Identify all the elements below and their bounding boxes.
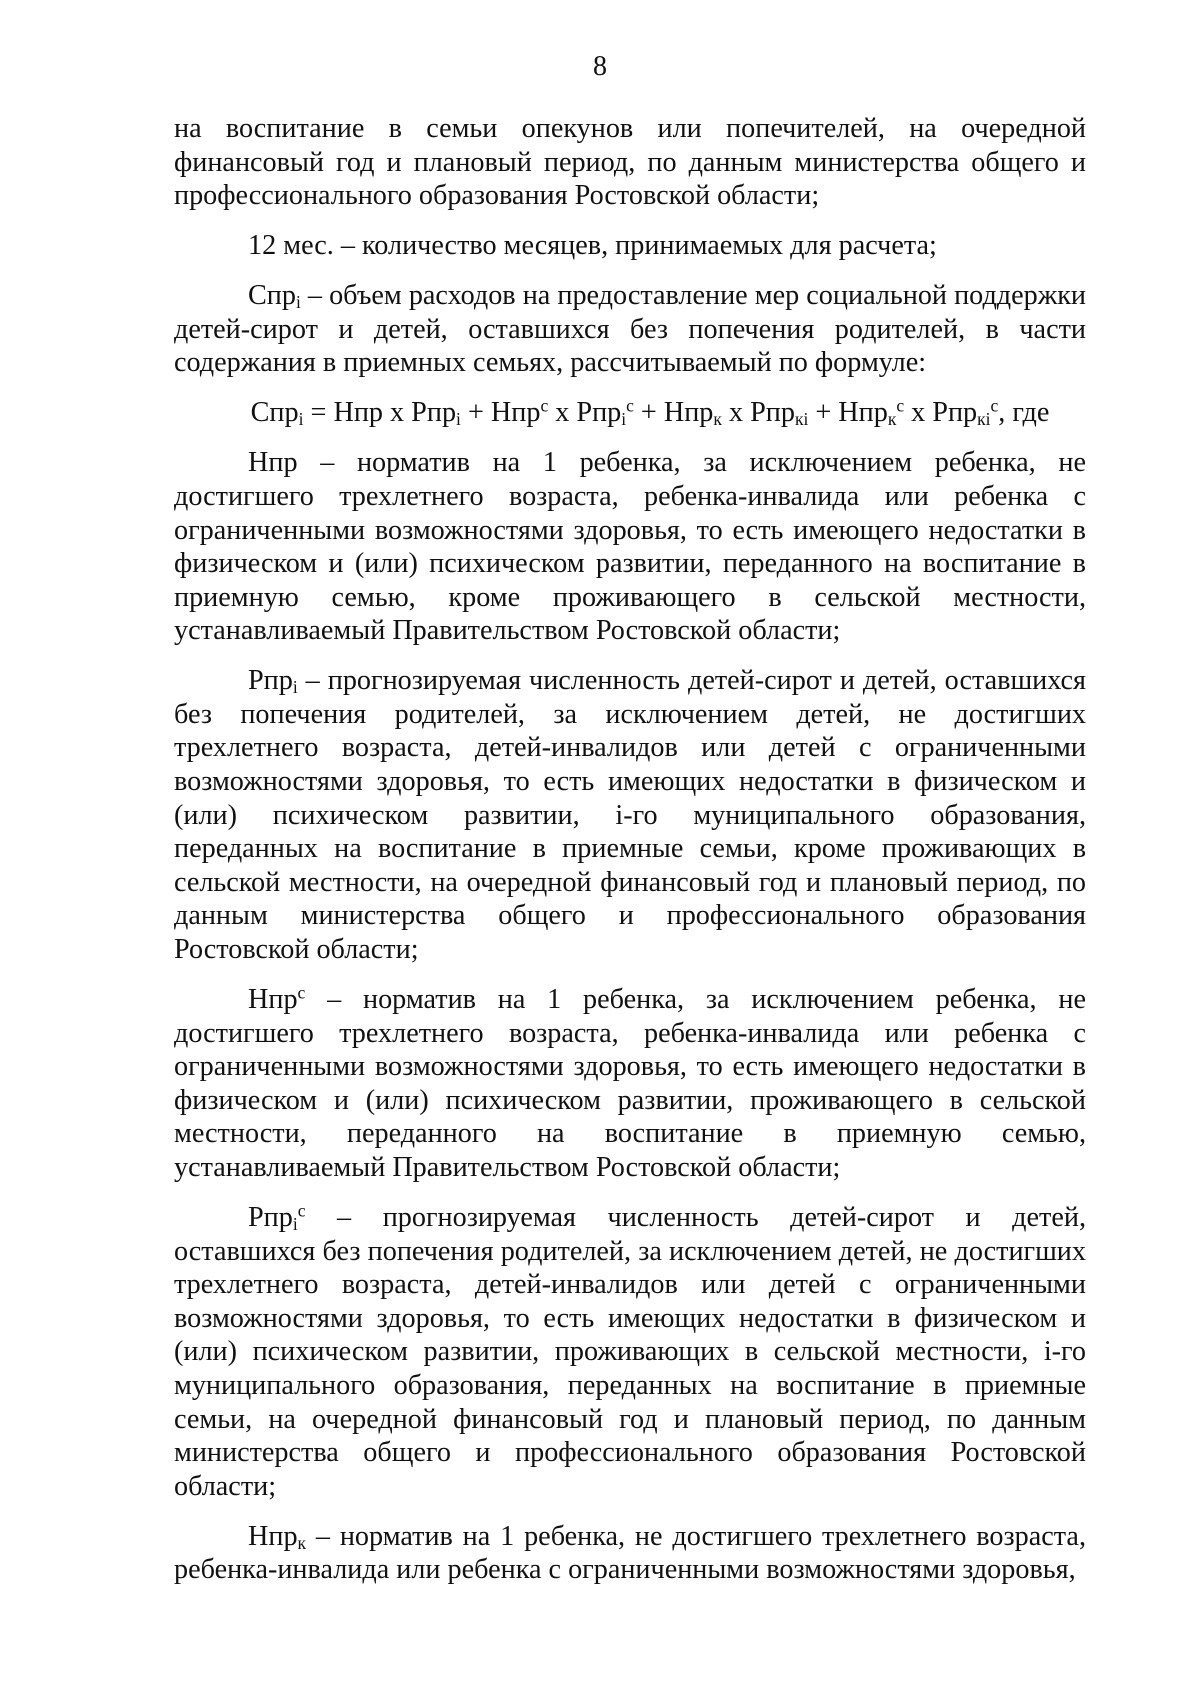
formula-superscript: с xyxy=(626,395,634,416)
paragraph-months: 12 мес. – количество месяцев, принимаемых для расчета; xyxy=(248,230,937,262)
formula-superscript: с xyxy=(540,395,549,416)
symbol-superscript: с xyxy=(297,982,306,1003)
paragraph-npr: Нпр – норматив на 1 ребенка, за исключением ребенка, не достигшего трехлетнего возраста, ребенка-инвалида или ребенка с ограниченными возможностями здоровья, то есть имеющего недостатки в физическом и (или) психическом развитии, переданного на воспитание в приемную семью, кроме проживающего в сельской местности, устанавливаемый Правительством Ростовской области; xyxy=(174,447,1086,647)
paragraph-rpr xyxy=(174,664,1086,966)
symbol-subscript: i xyxy=(292,1213,298,1234)
paragraph-continuation: на воспитание в семьи опекунов или попечителей, на очередной финансовый год и плановый период, по данным министерства общего и профессионального образования Ростовской области; xyxy=(174,113,1086,212)
symbol-npr-c: Нпр xyxy=(248,984,298,1015)
formula-term: + Нпр xyxy=(808,397,888,429)
definition-text: – норматив на 1 ребенка, за исключением ребенка, не достигшего трехлетнего возраста, ребенка-инвалида или ребенка с ограниченными возможностями здоровья, то есть имеющего недостатки в физическом и (или) психическом развитии, проживающего в сельской местности, переданного на воспитание в приемную семью, устанавливаемый Правительством Ростовской области; xyxy=(174,984,1086,1183)
symbol-npr-k: Нпр xyxy=(248,1520,298,1552)
paragraph-sprp xyxy=(174,279,1086,380)
formula-term: = Нпр х Рпр xyxy=(303,397,457,429)
symbol-rpr: Рпр xyxy=(248,665,293,697)
symbol-sprp: Спр xyxy=(248,280,296,312)
formula-subscript: i xyxy=(298,409,304,430)
definition-text: – прогнозируемая численность детей-сирот и детей, оставшихся без попечения родителей, за исключением детей, не достигших трехлетнего возраста, детей-инвалидов или детей с ограниченными возможностями здоровья, то есть имеющих недостатки в физическом и (или) психическом развитии, проживающих в сельской местности, i-го муниципального образования, переданных на воспитание в приемные семьи, на очередной финансовый год и плановый период, по данным министерства общего и профессионального образования Ростовской области; xyxy=(174,1201,1086,1502)
formula-term: + Нпр xyxy=(633,397,714,429)
formula-term: х Рпр xyxy=(548,397,622,429)
formula-subscript: к xyxy=(887,409,897,430)
paragraph-npr-k xyxy=(174,1520,1086,1587)
definition-text: – объем расходов на предоставление мер социальной поддержки детей-сирот и детей, оставшихся без попечения родителей, в части содержания в приемных семьях, рассчитываемый по формуле: xyxy=(174,280,1086,379)
formula-superscript: с xyxy=(990,395,999,416)
formula-superscript: с xyxy=(896,395,905,416)
formula-subscript: i xyxy=(621,409,627,430)
formula-subscript: кi xyxy=(977,409,991,430)
formula xyxy=(174,396,1086,430)
formula-term: х Рпр xyxy=(904,397,978,429)
formula-subscript: i xyxy=(456,409,461,430)
formula-term: х Рпр xyxy=(721,397,795,429)
document-body xyxy=(174,112,1086,1603)
formula-term: + Нпр xyxy=(460,397,541,429)
formula-term: , где xyxy=(998,397,1050,429)
symbol-subscript: к xyxy=(297,1532,307,1553)
formula-subscript: кi xyxy=(794,409,809,430)
paragraph-rpr-c xyxy=(174,1201,1086,1503)
symbol-rpr-c: Рпр xyxy=(248,1201,293,1233)
definition-text: – норматив на 1 ребенка, не достигшего трехлетнего возраста, ребенка-инвалида или ребенка с ограниченными возможностями здоровья, xyxy=(174,1520,1086,1586)
paragraph-npr-c xyxy=(174,983,1086,1185)
definition-text: – прогнозируемая численность детей-сирот и детей, оставшихся без попечения родителей, за исключением детей, не достигших трехлетнего возраста, детей-инвалидов или детей с ограниченными возможностями здоровья, то есть имеющих недостатки в физическом и (или) психическом развитии, i-го муниципального образования, переданных на воспитание в приемные семьи, кроме проживающих в сельской местности, на очередной финансовый год и плановый период, по данным министерства общего и профессионального образования Ростовской области; xyxy=(174,665,1086,966)
formula-term: Спр xyxy=(250,397,299,429)
symbol-subscript: i xyxy=(292,677,298,698)
page-number: 8 xyxy=(593,51,607,82)
symbol-subscript: i xyxy=(295,292,301,312)
symbol-superscript: с xyxy=(297,1200,306,1221)
formula-subscript: к xyxy=(713,409,722,430)
